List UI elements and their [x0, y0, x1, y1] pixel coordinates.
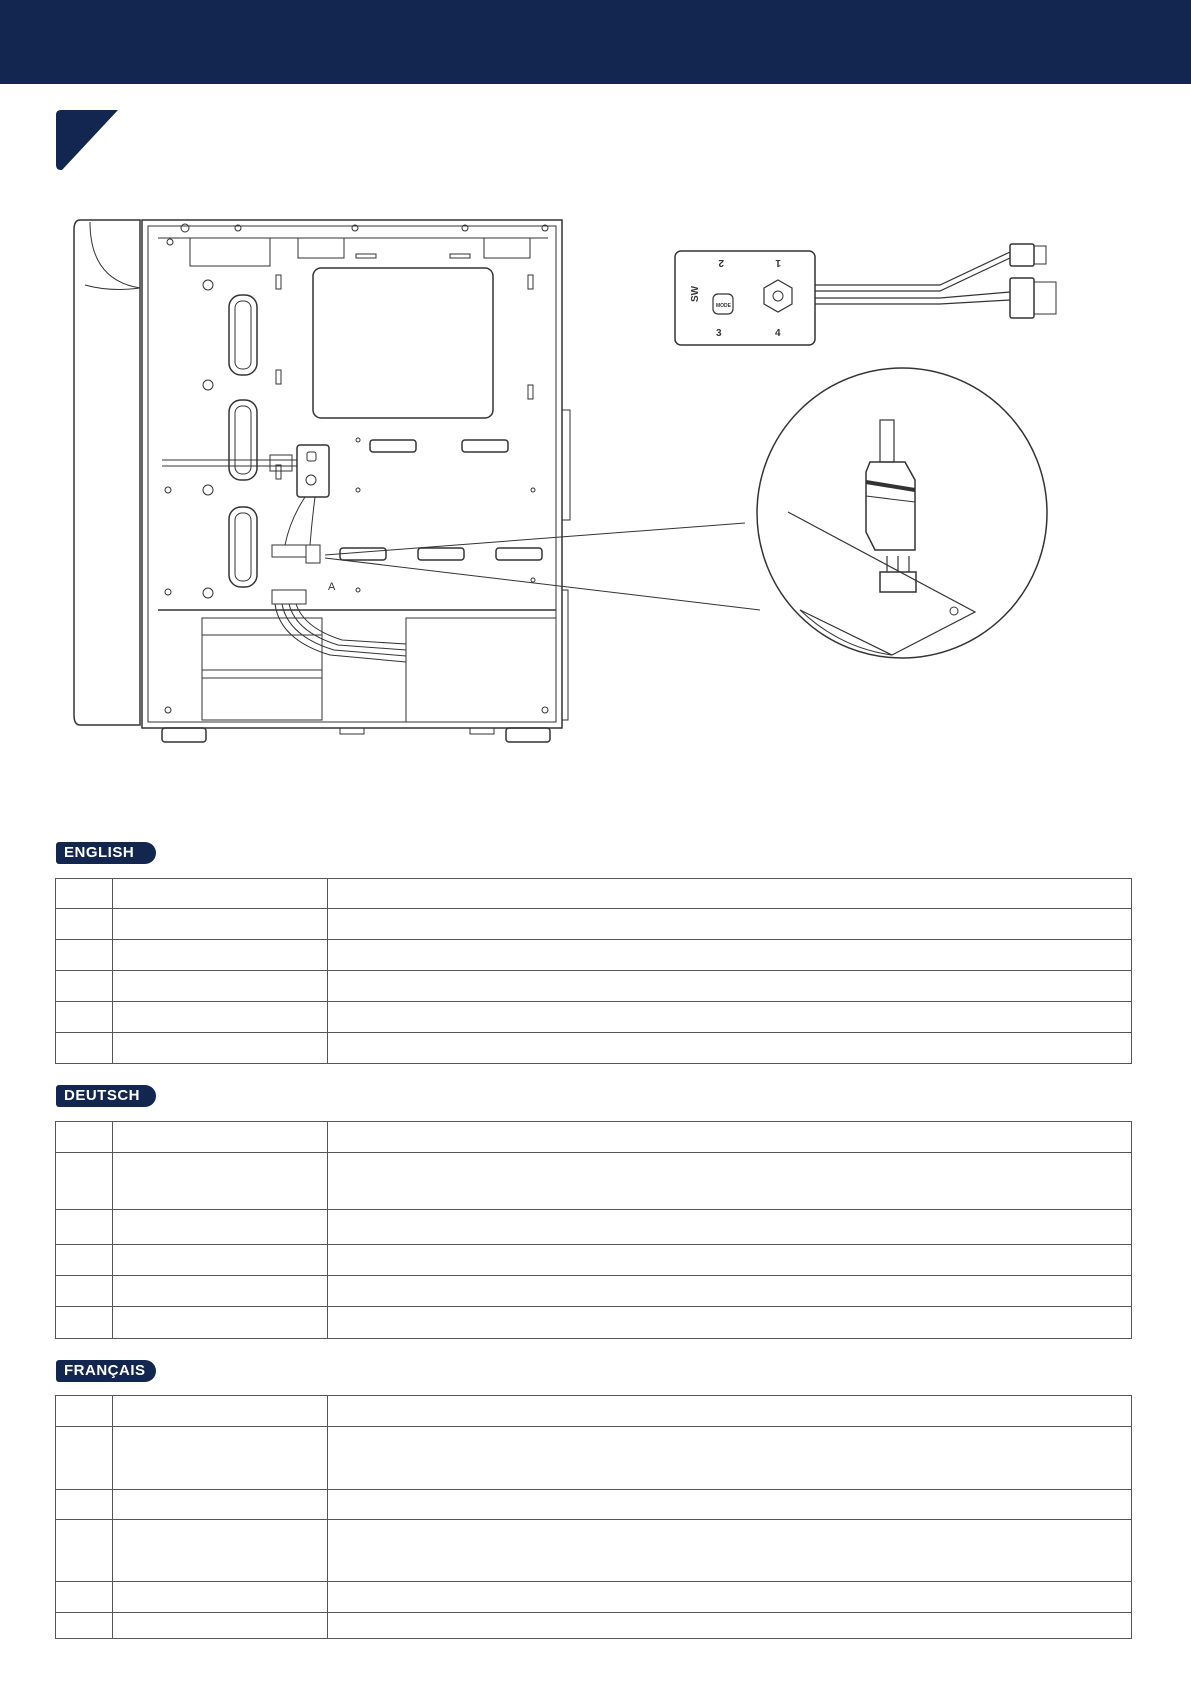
table-row — [56, 1153, 1132, 1210]
table-row — [56, 1307, 1132, 1339]
table-row — [56, 879, 1132, 909]
table-row — [56, 1122, 1132, 1153]
table-row — [56, 1276, 1132, 1307]
table-row — [56, 1245, 1132, 1276]
header-bar — [0, 0, 1191, 84]
table-row — [56, 1520, 1132, 1582]
port-label-2: 2 — [718, 257, 724, 268]
port-label-4: 4 — [775, 328, 781, 339]
port-label-3: 3 — [716, 328, 722, 339]
connector-magnifier — [757, 368, 1047, 658]
table-row — [56, 1427, 1132, 1490]
table-row — [56, 1582, 1132, 1613]
table-row — [56, 940, 1132, 971]
table-row — [56, 1396, 1132, 1427]
spec-table-francais — [55, 1395, 1132, 1639]
port-label-1: 1 — [775, 257, 781, 268]
table-row — [56, 1002, 1132, 1033]
spec-table-english — [55, 878, 1132, 1064]
callout-label: A — [328, 581, 336, 593]
badge-english: ENGLISH — [56, 842, 156, 864]
table-row — [56, 1613, 1132, 1639]
step-tab-icon — [56, 110, 118, 170]
spec-table-deutsch — [55, 1121, 1132, 1339]
table-row — [56, 971, 1132, 1002]
pc-case-side-view — [74, 220, 760, 742]
table-row — [56, 909, 1132, 940]
switch-label: SW — [690, 285, 701, 302]
installation-diagram — [0, 200, 1191, 780]
badge-deutsch: DEUTSCH — [56, 1085, 156, 1107]
badge-francais: FRANÇAIS — [56, 1360, 156, 1382]
mode-button-label: MODE — [716, 303, 731, 309]
table-row — [56, 1210, 1132, 1245]
table-row — [56, 1490, 1132, 1520]
led-controller-detail — [675, 244, 1056, 345]
table-row — [56, 1033, 1132, 1064]
